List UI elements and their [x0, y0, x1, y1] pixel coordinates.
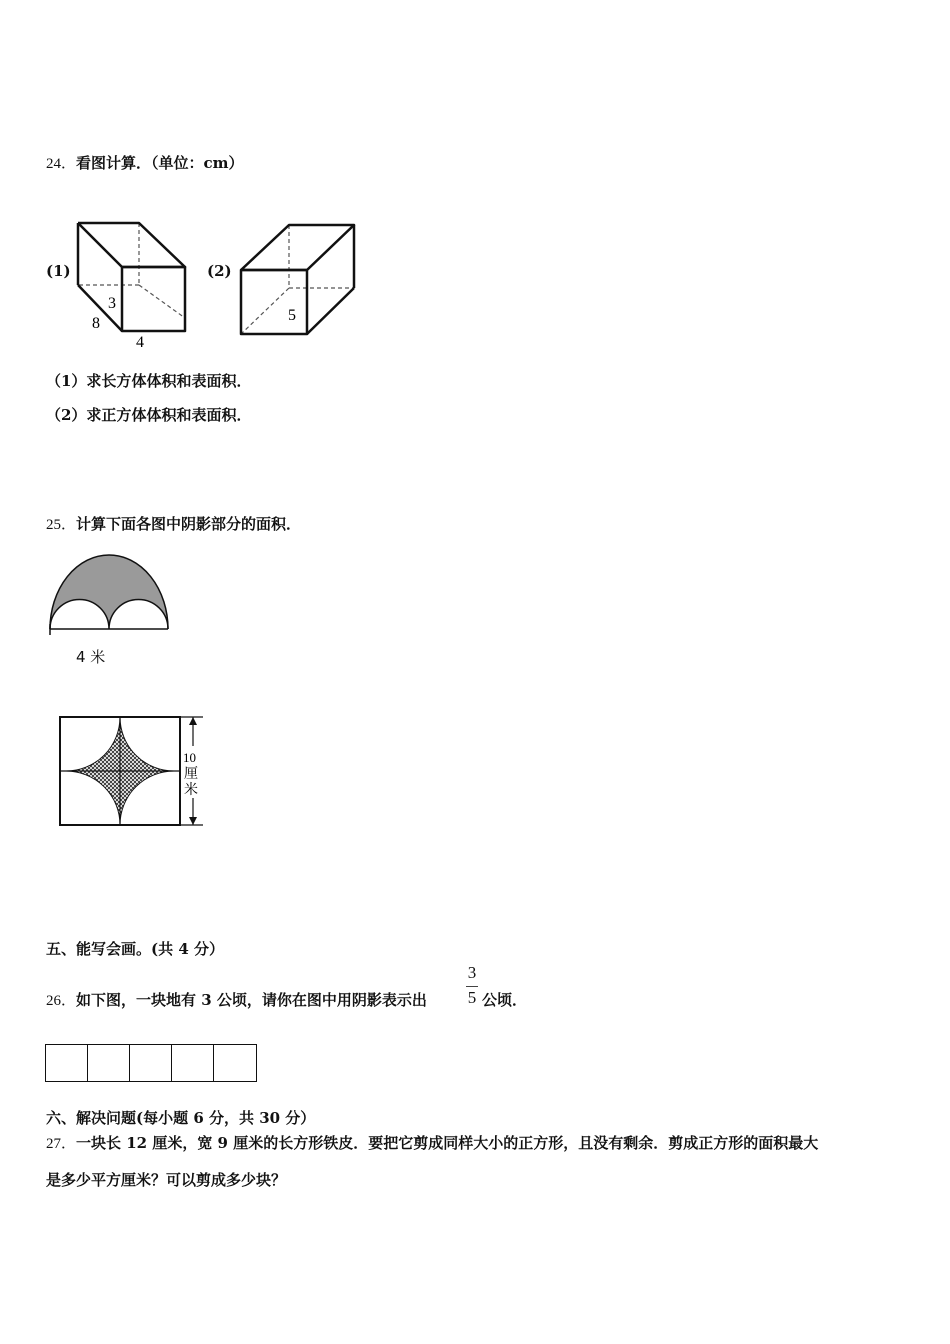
- q26-text-after: 公顷．: [482, 991, 528, 1009]
- q24-sub1: （1）求长方体体积和表面积．: [46, 372, 252, 390]
- q25-text: 计算下面各图中阴影部分的面积．: [76, 515, 302, 533]
- q24-heading: [46, 152, 244, 173]
- q24-number: 24．: [46, 156, 77, 172]
- square-dimension-unit-2: 米: [184, 783, 198, 798]
- grid-cell[interactable]: [130, 1045, 172, 1081]
- cube-edge-label: 5: [288, 307, 296, 324]
- section5-title: 五、能写会画。(共 4 分）: [46, 940, 224, 958]
- q24-fig2-label: (2): [207, 262, 232, 280]
- cube-figure: [230, 210, 370, 350]
- fraction-bar: [466, 986, 478, 987]
- q26-number: 26．: [46, 993, 77, 1009]
- star-square-figure: [55, 710, 215, 835]
- cuboid-length-label: 4: [136, 334, 144, 350]
- q27-line1: [46, 1132, 818, 1153]
- grid-cell[interactable]: [46, 1045, 88, 1081]
- q25-number: 25．: [46, 517, 77, 533]
- semicircle-figure: [45, 550, 175, 640]
- cuboid-figure: [60, 210, 200, 350]
- grid-cell[interactable]: [172, 1045, 214, 1081]
- cuboid-depth-label: 8: [92, 315, 100, 332]
- q27-text-line1: 一块长 12 厘米，宽 9 厘米的长方形铁皮．要把它剪成同样大小的正方形，且没有剩余．剪成正方形的面积最大: [76, 1134, 819, 1152]
- fraction-numerator: 3: [467, 963, 477, 982]
- land-grid[interactable]: [45, 1044, 257, 1082]
- semicircle-dimension-label: 4 米: [76, 648, 106, 666]
- q26-heading: [46, 989, 427, 1010]
- q24-text: 看图计算．（单位：cm）: [76, 154, 244, 172]
- square-dimension-number: 10: [183, 750, 196, 765]
- square-dimension-unit-1: 厘: [184, 767, 198, 782]
- q27-number: 27．: [46, 1136, 77, 1152]
- section6-title: 六、解决问题(每小题 6 分，共 30 分）: [46, 1109, 316, 1127]
- q26-text-before: 如下图，一块地有 3 公顷，请你在图中用阴影表示出: [76, 991, 427, 1009]
- cuboid-height-label: 3: [108, 295, 116, 312]
- q27-text-line2: 是多少平方厘米？可以剪成多少块？: [46, 1171, 287, 1189]
- grid-cell[interactable]: [214, 1045, 256, 1081]
- q24-fig1-label: (1): [46, 262, 71, 280]
- fraction-denominator: 5: [467, 988, 477, 1007]
- grid-cell[interactable]: [88, 1045, 130, 1081]
- q25-heading: [46, 513, 301, 534]
- q24-sub2: （2）求正方体体积和表面积．: [46, 406, 252, 424]
